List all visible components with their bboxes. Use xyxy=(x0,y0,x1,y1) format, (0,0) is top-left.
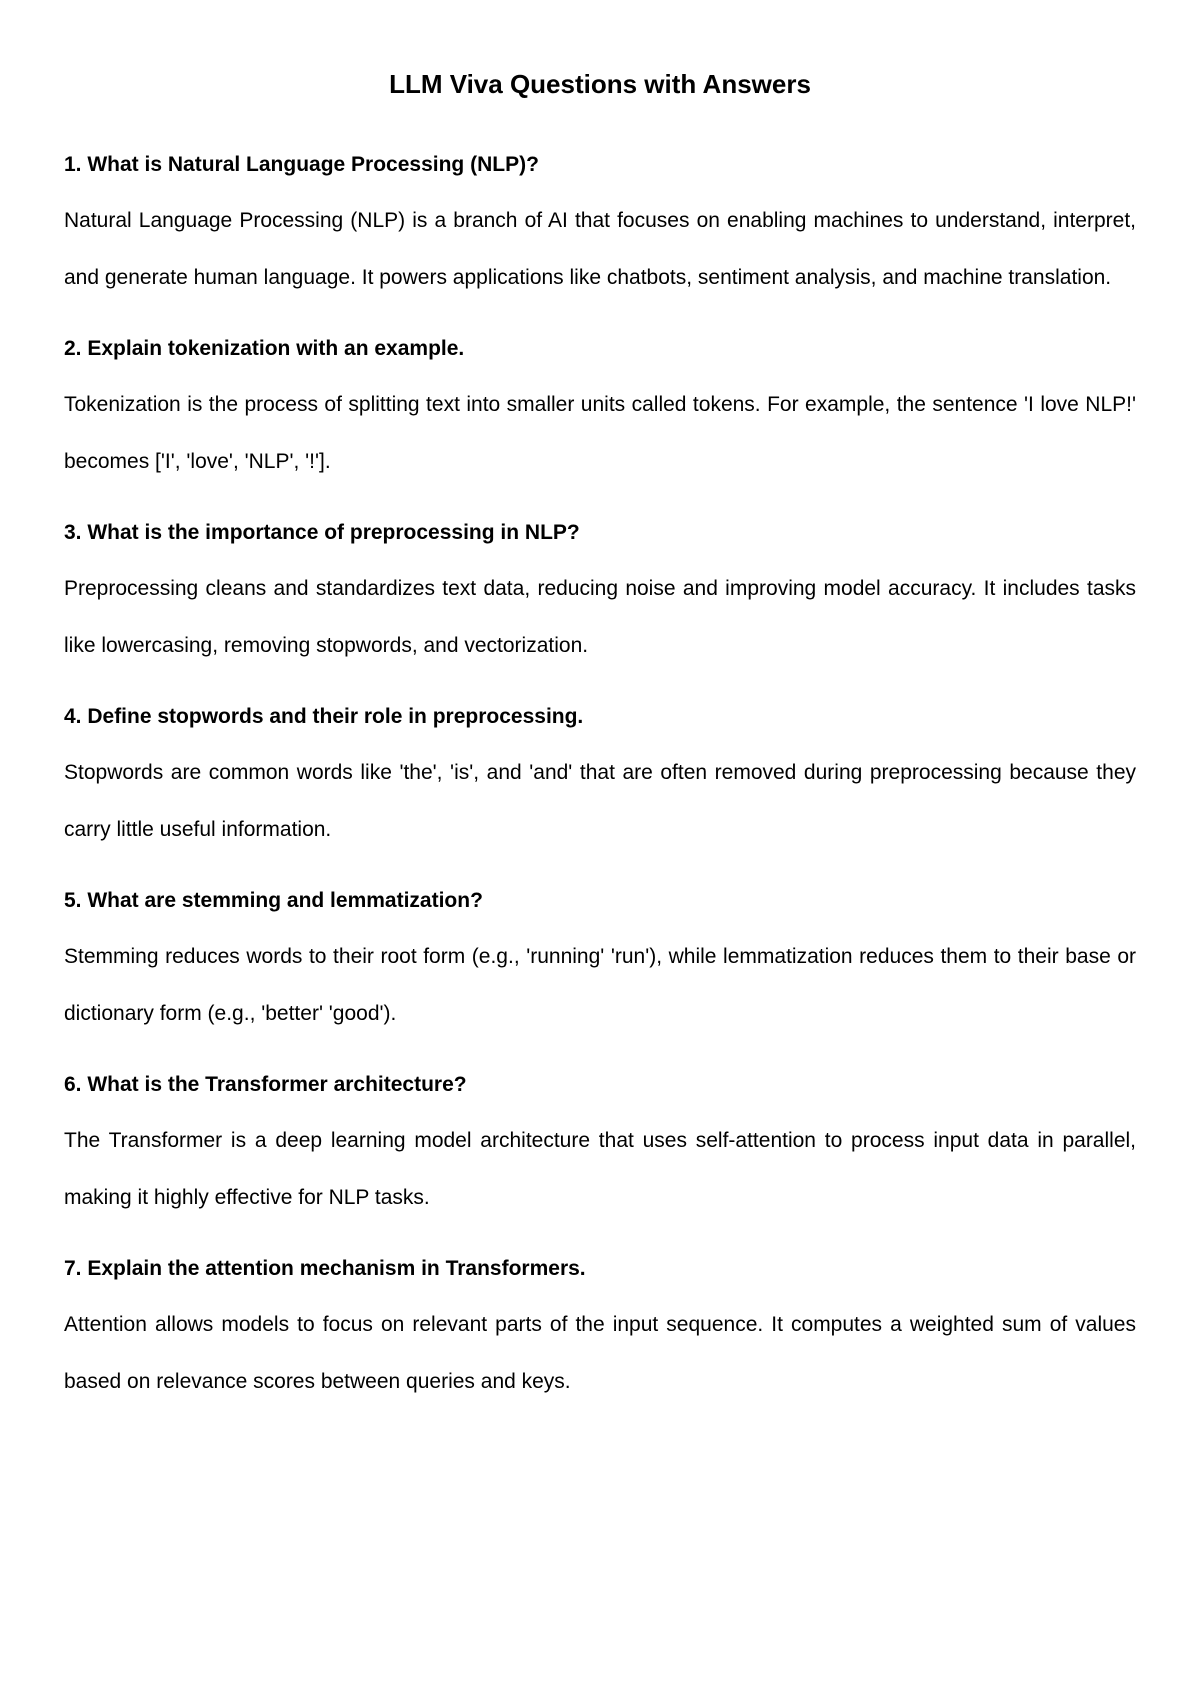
document-title: LLM Viva Questions with Answers xyxy=(389,69,811,99)
qa-item-1 xyxy=(64,150,1136,306)
answer-2: Tokenization is the process of splitting text into smaller units called tokens. For example, the sentence 'I love NLP!' becomes ['I', 'love', 'NLP', '!']. xyxy=(64,393,1136,473)
question-2: 2. Explain tokenization with an example. xyxy=(64,337,465,360)
qa-item-3 xyxy=(64,518,1136,674)
question-6: 6. What is the Transformer architecture? xyxy=(64,1073,467,1096)
question-1: 1. What is Natural Language Processing (NLP)? xyxy=(64,153,539,176)
answer-3: Preprocessing cleans and standardizes text data, reducing noise and improving model accuracy. It includes tasks like lowercasing, removing stopwords, and vectorization. xyxy=(64,577,1136,657)
question-4: 4. Define stopwords and their role in preprocessing. xyxy=(64,705,584,728)
question-3: 3. What is the importance of preprocessing in NLP? xyxy=(64,521,580,544)
qa-item-6 xyxy=(64,1070,1136,1226)
answer-6: The Transformer is a deep learning model architecture that uses self-attention to process input data in parallel, making it highly effective for NLP tasks. xyxy=(64,1129,1136,1209)
question-5: 5. What are stemming and lemmatization? xyxy=(64,889,483,912)
qa-item-7 xyxy=(64,1254,1136,1410)
qa-item-4 xyxy=(64,702,1136,858)
answer-7: Attention allows models to focus on relevant parts of the input sequence. It computes a weighted sum of values based on relevance scores between queries and keys. xyxy=(64,1313,1136,1393)
answer-5: Stemming reduces words to their root form (e.g., 'running' 'run'), while lemmatization reduces them to their base or dictionary form (e.g., 'better' 'good'). xyxy=(64,945,1136,1025)
question-7: 7. Explain the attention mechanism in Transformers. xyxy=(64,1257,586,1280)
qa-item-5 xyxy=(64,886,1136,1042)
answer-4: Stopwords are common words like 'the', 'is', and 'and' that are often removed during preprocessing because they carry little useful information. xyxy=(64,761,1136,841)
answer-1: Natural Language Processing (NLP) is a branch of AI that focuses on enabling machines to understand, interpret, and generate human language. It powers applications like chatbots, sentiment analysis, and machine translation. xyxy=(64,209,1136,289)
qa-item-2 xyxy=(64,334,1136,490)
